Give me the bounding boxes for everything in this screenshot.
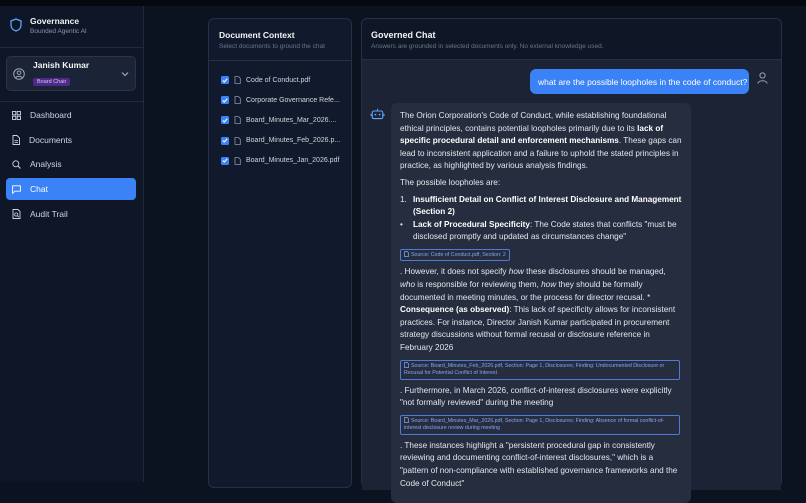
answer-intro: The Orion Corporation's Code of Conduct, while establishing foundational ethical principles, contains potential loopholes primarily due to its lack of specific procedural detail and enforcement mechanisms. These gaps can lead to inconsistent application and a failure to uphold the stated principles in practice, as highlighted by various analysis findings. [400,111,682,171]
document-item[interactable] [221,110,351,130]
bot-icon [371,108,384,120]
nav-item-audit-trail[interactable] [6,203,136,225]
nav-item-analysis[interactable] [6,153,136,175]
sidebar-nav [6,104,136,227]
answer-paragraph: . These instances highlight a "persistent procedural gap in consistently reviewing and documenting conflict-of-interest disclosures," which is a "pattern of non-compliance with established governance frameworks and the Code of Conduct" [400,440,678,488]
user-switcher[interactable] [6,56,136,91]
document-item[interactable] [221,131,351,151]
nav-label-chat: Chat [30,184,48,195]
document-item[interactable] [221,70,351,90]
answer-heading: The possible loopholes are: [400,177,501,187]
checkbox-checked[interactable] [221,157,229,165]
checkbox-checked[interactable] [221,96,229,104]
document-name: Corporate Governance Refe... [246,96,340,104]
source-citation[interactable]: Source: Board_Minutes_Feb_2026.pdf, Section: Page 1, Disclosures; Finding: Undocumented Disclosure or Recusal for Potential Conflict of Interest [400,360,680,380]
file-icon [234,137,241,145]
chat-panel-title: Governed Chat [371,30,436,40]
document-icon [12,135,20,145]
file-icon [234,116,241,124]
brand [10,16,87,35]
file-icon [234,76,241,84]
divider [0,47,143,48]
app-title: Governance [30,16,80,26]
user-icon [757,72,768,84]
bullet-item: • Lack of Procedural Specificity: The Code states that conflicts "must be disclosed promptly and updated as circumstances change" [400,219,677,242]
checkbox-checked[interactable] [221,76,229,84]
nav-label-analysis: Analysis [30,159,62,170]
sidebar [0,6,144,482]
file-icon [234,157,241,165]
role-badge: Board Chair [33,78,70,86]
shield-icon [10,18,22,32]
document-panel-subtitle: Select documents to ground the chat [219,43,325,50]
chat-messages [362,60,781,490]
divider [209,60,351,61]
nav-item-documents[interactable] [6,129,136,151]
checkbox-checked[interactable] [221,116,229,124]
nav-item-chat[interactable] [6,178,136,200]
document-panel-title: Document Context [219,30,295,40]
chat-icon [12,185,21,194]
chevron-down-icon [121,71,129,77]
answer-paragraph: . Furthermore, in March 2026, conflict-of-interest disclosures were explicitly "not formally reviewed" during the meeting [400,385,672,408]
user-message: what are the possible loopholes in the code of conduct? [530,69,749,94]
user-avatar-icon [13,68,25,80]
file-icon [404,251,409,257]
file-icon [234,96,241,104]
document-name: Board_Minutes_Feb_2026.p... [246,137,341,145]
document-name: Board_Minutes_Jan_2026.pdf [246,157,340,165]
assistant-message [391,103,691,503]
file-icon [404,362,409,368]
search-icon [12,160,21,169]
source-citation[interactable]: Source: Code of Conduct.pdf, Section: 2 [400,249,510,262]
checkbox-checked[interactable] [221,137,229,145]
answer-paragraph: . However, it does not specify how these disclosures should be managed, who is responsible for reviewing them, how they should be formally documented in meeting minutes, or the process for director recusal. * Consequence (as observed): This lack of specificity allows for inconsistent practices. For instance, Director Janish Kumar participated in procurement strategy discussions without formal recusal or disclosure reference in February 2026 [400,267,676,352]
nav-item-dashboard[interactable] [6,104,136,126]
file-icon [404,417,409,423]
app-subtitle: Bounded Agentic AI [30,28,87,35]
document-item[interactable] [221,151,351,171]
chat-panel-subtitle: Answers are grounded in selected documents only. No external knowledge used. [371,43,604,50]
dashboard-icon [12,111,21,120]
document-context-panel [208,18,352,488]
audit-icon [12,209,21,219]
document-name: Code of Conduct.pdf [246,76,311,84]
document-list [221,70,351,171]
document-item[interactable] [221,90,351,110]
list-item: 1. Insufficient Detail on Conflict of Interest Disclosure and Management (Section 2) [400,194,682,217]
divider [0,101,143,102]
nav-label-documents: Documents [29,134,72,145]
governed-chat-panel [361,18,782,488]
document-name: Board_Minutes_Mar_2026.... [246,116,337,124]
user-name: Janish Kumar [33,59,90,70]
nav-label-audit-trail: Audit Trail [30,208,68,219]
nav-label-dashboard: Dashboard [30,110,72,120]
source-citation[interactable]: Source: Board_Minutes_Mar_2026.pdf, Section: Page 1, Disclosures; Finding: Absence of formal conflict-of-interest disclosure review during meeting [400,415,680,435]
